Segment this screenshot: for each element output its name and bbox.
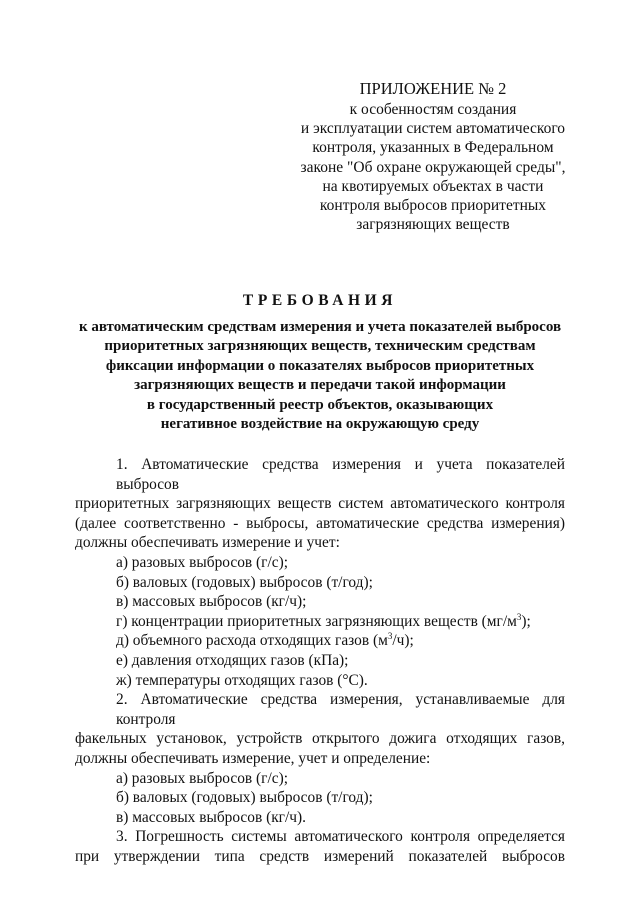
appendix-header — [290, 79, 576, 234]
list-item: в) массовых выбросов (кг/ч). — [116, 808, 306, 826]
list-item — [75, 612, 565, 632]
appendix-line: контроля, указанных в Федеральном — [312, 139, 554, 157]
list-item-text: д) объемного расхода отходящих газов (м — [116, 632, 388, 650]
heading-line: в государственный реестр объектов, оказывающих — [146, 396, 494, 413]
list-item: ж) температуры отходящих газов (°С). — [116, 671, 368, 689]
appendix-line: контроля выбросов приоритетных — [319, 197, 547, 215]
paragraph-line: 3. Погрешность системы автоматического контроля определяется — [116, 828, 565, 846]
requirements-heading — [60, 291, 580, 434]
paragraph-line: 2. Автоматические средства измерения, устанавливаемые для контроля — [116, 691, 565, 728]
paragraph-line: при утверждении типа средств измерений показателей выбросов — [75, 847, 565, 865]
list-item: б) валовых (годовых) выбросов (т/год); — [116, 789, 373, 807]
heading-line: к автоматическим средствам измерения и учета показателей выбросов — [78, 319, 562, 335]
heading-line: негативное воздействие на окружающую среду — [160, 416, 480, 433]
list-item — [75, 631, 565, 651]
list-item: е) давления отходящих газов (кПа); — [116, 651, 349, 669]
paragraph-line: должны обеспечивать измерение и учет: — [75, 534, 340, 552]
paragraph-line: должны обеспечивать измерение, учет и определение: — [75, 749, 431, 767]
list-item-text: г) концентрации приоритетных загрязняющих веществ (мг/м — [116, 612, 517, 630]
list-item: б) валовых (годовых) выбросов (т/год); — [116, 573, 373, 591]
heading-title: ТРЕБОВАНИЯ — [242, 292, 398, 309]
list-item: а) разовых выбросов (г/с); — [116, 553, 288, 571]
appendix-line: и эксплуатации систем автоматического — [300, 120, 566, 138]
list-item-tail: /ч); — [392, 632, 414, 650]
heading-line: загрязняющих веществ и передачи такой информации — [134, 377, 506, 394]
list-item: а) разовых выбросов (г/с); — [116, 769, 288, 787]
paragraph-line: (далее соответственно - выбросы, автоматические средства измерения) — [75, 514, 565, 532]
document-body — [75, 455, 565, 866]
heading-line: приоритетных загрязняющих веществ, техническим средствам — [104, 338, 536, 355]
appendix-line: загрязняющих веществ — [356, 216, 510, 234]
appendix-title: ПРИЛОЖЕНИЕ № 2 — [359, 79, 507, 98]
paragraph-line: 1. Автоматические средства измерения и учета показателей выбросов — [116, 456, 565, 493]
paragraph-line: факельных установок, устройств открытого дожига отходящих газов, — [75, 730, 565, 748]
superscript: 3 — [516, 611, 522, 622]
heading-line: фиксации информации о показателях выбросов приоритетных — [105, 357, 535, 374]
appendix-line: на квотируемых объектах в части — [322, 177, 544, 195]
appendix-line: к особенностям создания — [349, 101, 517, 118]
appendix-line: законе "Об охране окружающей среды", — [300, 158, 566, 176]
paragraph-line: приоритетных загрязняющих веществ систем автоматического контроля — [75, 495, 565, 513]
list-item: в) массовых выбросов (кг/ч); — [116, 593, 307, 611]
list-item-tail: ); — [521, 612, 531, 630]
superscript: 3 — [387, 631, 393, 642]
